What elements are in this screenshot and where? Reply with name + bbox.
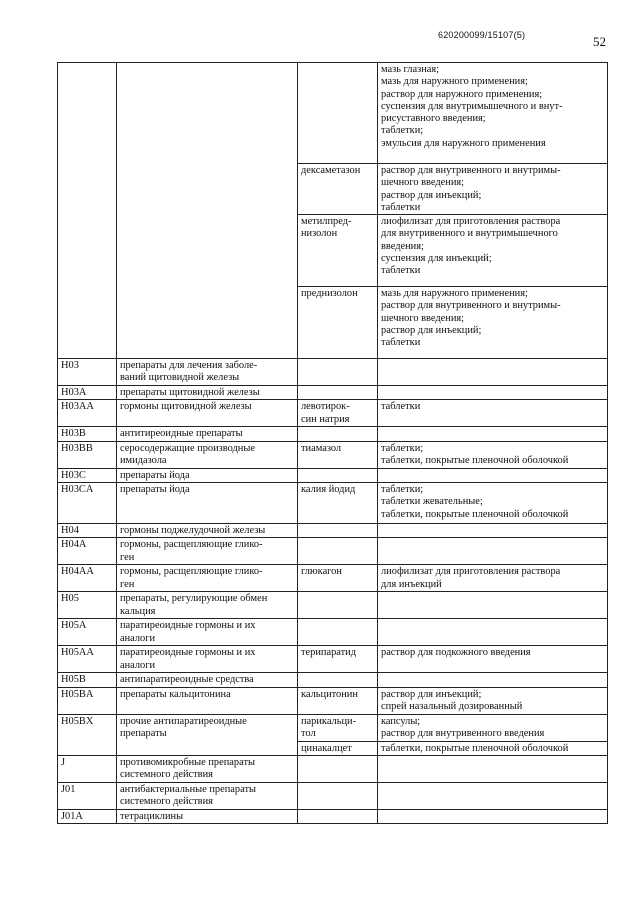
table-row bbox=[58, 809, 608, 823]
page-number: 52 bbox=[593, 34, 606, 49]
group-name-cell: паратиреоидные гормоны и их аналоги bbox=[117, 646, 298, 673]
drug-name-cell bbox=[298, 359, 378, 386]
dosage-forms-cell bbox=[378, 386, 608, 400]
drug-name-cell: цинакалцет bbox=[298, 741, 378, 755]
table-row bbox=[58, 755, 608, 782]
dosage-forms-cell bbox=[378, 755, 608, 782]
group-name-cell: препараты для лечения заболе- ваний щитовидной железы bbox=[117, 359, 298, 386]
drug-name-cell bbox=[298, 809, 378, 823]
table-row bbox=[58, 483, 608, 524]
table-row bbox=[58, 359, 608, 386]
drug-name-cell bbox=[298, 427, 378, 441]
drug-name-cell bbox=[298, 468, 378, 482]
group-name-cell: гормоны щитовидной железы bbox=[117, 400, 298, 427]
dosage-forms-cell: раствор для инъекций; спрей назальный дозированный bbox=[378, 687, 608, 714]
table-row bbox=[58, 673, 608, 687]
drug-name-cell: терипаратид bbox=[298, 646, 378, 673]
group-name-cell: антибактериальные препараты системного действия bbox=[117, 782, 298, 809]
table-row bbox=[58, 714, 608, 741]
atc-code-cell: J bbox=[58, 755, 117, 782]
group-name-cell: антипаратиреоидные средства bbox=[117, 673, 298, 687]
document-number: 620200099/15107(5) bbox=[438, 30, 526, 40]
atc-code-cell: H05 bbox=[58, 592, 117, 619]
dosage-forms-cell bbox=[378, 673, 608, 687]
drug-name-cell bbox=[298, 538, 378, 565]
dosage-forms-cell: таблетки; таблетки жевательные; таблетки, покрытые пленочной оболочкой bbox=[378, 483, 608, 524]
table-row bbox=[58, 427, 608, 441]
table-row bbox=[58, 565, 608, 592]
dosage-forms-cell: лиофилизат для приготовления раствора для инъекций bbox=[378, 565, 608, 592]
dosage-forms-cell: капсулы; раствор для внутривенного введения bbox=[378, 714, 608, 741]
atc-code-cell: H04A bbox=[58, 538, 117, 565]
atc-code-cell: H05A bbox=[58, 619, 117, 646]
dosage-forms-cell: таблетки, покрытые пленочной оболочкой bbox=[378, 741, 608, 755]
table-row bbox=[58, 782, 608, 809]
atc-code-cell: H04AA bbox=[58, 565, 117, 592]
table-row bbox=[58, 538, 608, 565]
group-name-cell: препараты щитовидной железы bbox=[117, 386, 298, 400]
drug-name-cell: парикальци- тол bbox=[298, 714, 378, 741]
group-name-cell: препараты йода bbox=[117, 468, 298, 482]
dosage-forms-cell bbox=[378, 619, 608, 646]
atc-code-cell: H05B bbox=[58, 673, 117, 687]
table-row bbox=[58, 386, 608, 400]
drug-name-cell bbox=[298, 755, 378, 782]
atc-code-cell: H05BX bbox=[58, 714, 117, 755]
dosage-forms-cell: мазь для наружного применения; раствор для внутривенного и внутримы- шечного введения; раствор для инъекций; таблетки bbox=[378, 287, 608, 359]
drug-name-cell: кальцитонин bbox=[298, 687, 378, 714]
group-name-cell: серосодержащие производные имидазола bbox=[117, 441, 298, 468]
drug-name-cell bbox=[298, 673, 378, 687]
table-row bbox=[58, 400, 608, 427]
group-name-cell: препараты, регулирующие обмен кальция bbox=[117, 592, 298, 619]
group-name-cell: гормоны, расщепляющие глико- ген bbox=[117, 538, 298, 565]
drug-name-cell bbox=[298, 619, 378, 646]
group-name-cell: препараты йода bbox=[117, 483, 298, 524]
drug-name-cell bbox=[298, 592, 378, 619]
group-name-cell: препараты кальцитонина bbox=[117, 687, 298, 714]
dosage-forms-cell: лиофилизат для приготовления раствора для внутривенного и внутримышечного введения; суспензия для инъекций; таблетки bbox=[378, 215, 608, 287]
atc-code-cell: J01A bbox=[58, 809, 117, 823]
drug-name-cell bbox=[298, 386, 378, 400]
dosage-forms-cell bbox=[378, 427, 608, 441]
dosage-forms-cell bbox=[378, 809, 608, 823]
table-row bbox=[58, 63, 608, 164]
dosage-forms-cell: раствор для подкожного введения bbox=[378, 646, 608, 673]
atc-code-cell: H05AA bbox=[58, 646, 117, 673]
atc-code-cell: H05BA bbox=[58, 687, 117, 714]
table-row bbox=[58, 468, 608, 482]
group-name-cell: гормоны поджелудочной железы bbox=[117, 524, 298, 538]
atc-code-cell bbox=[58, 63, 117, 359]
group-name-cell: гормоны, расщепляющие глико- ген bbox=[117, 565, 298, 592]
atc-code-cell: H03B bbox=[58, 427, 117, 441]
dosage-forms-cell: раствор для внутривенного и внутримы- шечного введения; раствор для инъекций; таблетки bbox=[378, 164, 608, 215]
dosage-forms-cell bbox=[378, 782, 608, 809]
table-row bbox=[58, 619, 608, 646]
drug-name-cell bbox=[298, 524, 378, 538]
dosage-forms-cell bbox=[378, 524, 608, 538]
dosage-forms-cell bbox=[378, 359, 608, 386]
atc-code-cell: H03BB bbox=[58, 441, 117, 468]
atc-code-cell: H03C bbox=[58, 468, 117, 482]
table-row bbox=[58, 524, 608, 538]
drug-name-cell: тиамазол bbox=[298, 441, 378, 468]
drug-table-body bbox=[58, 63, 608, 824]
dosage-forms-cell: таблетки; таблетки, покрытые пленочной оболочкой bbox=[378, 441, 608, 468]
dosage-forms-cell bbox=[378, 592, 608, 619]
drug-name-cell bbox=[298, 782, 378, 809]
drug-name-cell: левотирок- син натрия bbox=[298, 400, 378, 427]
atc-code-cell: H03AA bbox=[58, 400, 117, 427]
group-name-cell: паратиреоидные гормоны и их аналоги bbox=[117, 619, 298, 646]
table-row bbox=[58, 441, 608, 468]
table-row bbox=[58, 687, 608, 714]
table-row bbox=[58, 646, 608, 673]
table-row bbox=[58, 592, 608, 619]
dosage-forms-cell bbox=[378, 468, 608, 482]
group-name-cell: противомикробные препараты системного действия bbox=[117, 755, 298, 782]
drug-name-cell: калия йодид bbox=[298, 483, 378, 524]
group-name-cell: тетрациклины bbox=[117, 809, 298, 823]
group-name-cell: антитиреоидные препараты bbox=[117, 427, 298, 441]
group-name-cell: прочие антипаратиреоидные препараты bbox=[117, 714, 298, 755]
drug-name-cell: преднизолон bbox=[298, 287, 378, 359]
atc-code-cell: J01 bbox=[58, 782, 117, 809]
drug-name-cell: метилпред- низолон bbox=[298, 215, 378, 287]
dosage-forms-cell: таблетки bbox=[378, 400, 608, 427]
drug-name-cell: глюкагон bbox=[298, 565, 378, 592]
drug-name-cell bbox=[298, 63, 378, 164]
drug-table bbox=[57, 62, 608, 824]
dosage-forms-cell: мазь глазная; мазь для наружного применения; раствор для наружного применения; суспензия для внутримышечного и внут- рисуставного введения; таблетки; эмульсия для наружного применения bbox=[378, 63, 608, 164]
group-name-cell bbox=[117, 63, 298, 359]
drug-name-cell: дексаметазон bbox=[298, 164, 378, 215]
atc-code-cell: H03CA bbox=[58, 483, 117, 524]
atc-code-cell: H03 bbox=[58, 359, 117, 386]
atc-code-cell: H04 bbox=[58, 524, 117, 538]
atc-code-cell: H03A bbox=[58, 386, 117, 400]
dosage-forms-cell bbox=[378, 538, 608, 565]
